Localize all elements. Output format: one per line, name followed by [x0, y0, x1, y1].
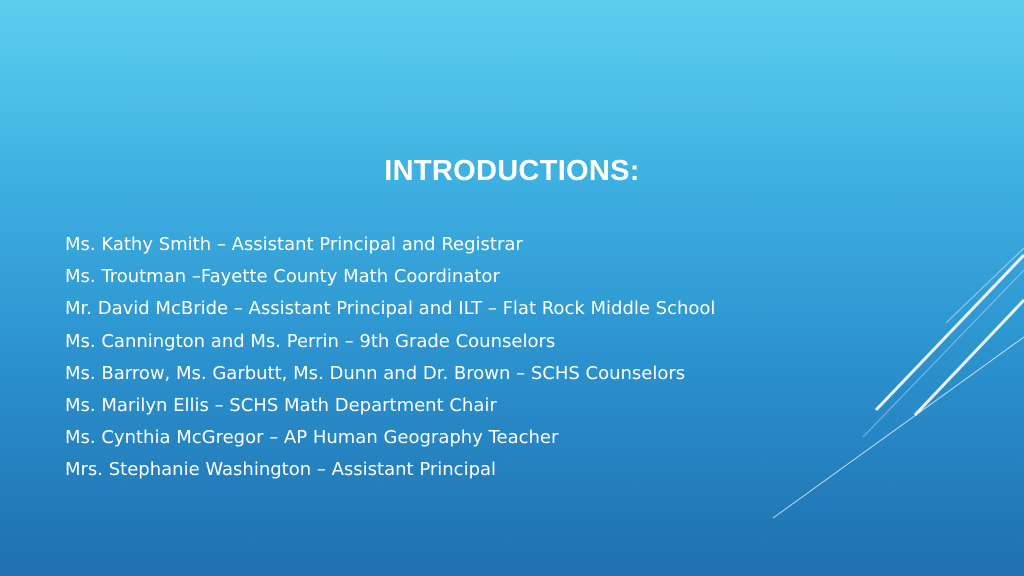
slide-title: INTRODUCTIONS:: [384, 155, 640, 187]
decorative-line: [876, 255, 1024, 410]
decorative-line: [946, 248, 1024, 323]
list-item: Ms. Marilyn Ellis – SCHS Math Department Chair: [65, 395, 497, 417]
list-item: Ms. Cannington and Ms. Perrin – 9th Grade Counselors: [65, 330, 556, 352]
list-item: Ms. Troutman –Fayette County Math Coordinator: [65, 266, 500, 288]
list-item: Ms. Barrow, Ms. Garbutt, Ms. Dunn and Dr. Brown – SCHS Counselors: [65, 362, 686, 384]
list-item: Mr. David McBride – Assistant Principal and ILT – Flat Rock Middle School: [65, 298, 716, 320]
list-item: Mrs. Stephanie Washington – Assistant Principal: [65, 459, 497, 481]
decorative-line: [863, 270, 1024, 437]
introductions-list: [65, 229, 715, 487]
list-item: Ms. Kathy Smith – Assistant Principal and Registrar: [65, 234, 523, 255]
list-item: Ms. Cynthia McGregor – AP Human Geography Teacher: [65, 427, 559, 449]
decorative-line: [915, 300, 1024, 415]
decorative-line: [773, 337, 1024, 518]
